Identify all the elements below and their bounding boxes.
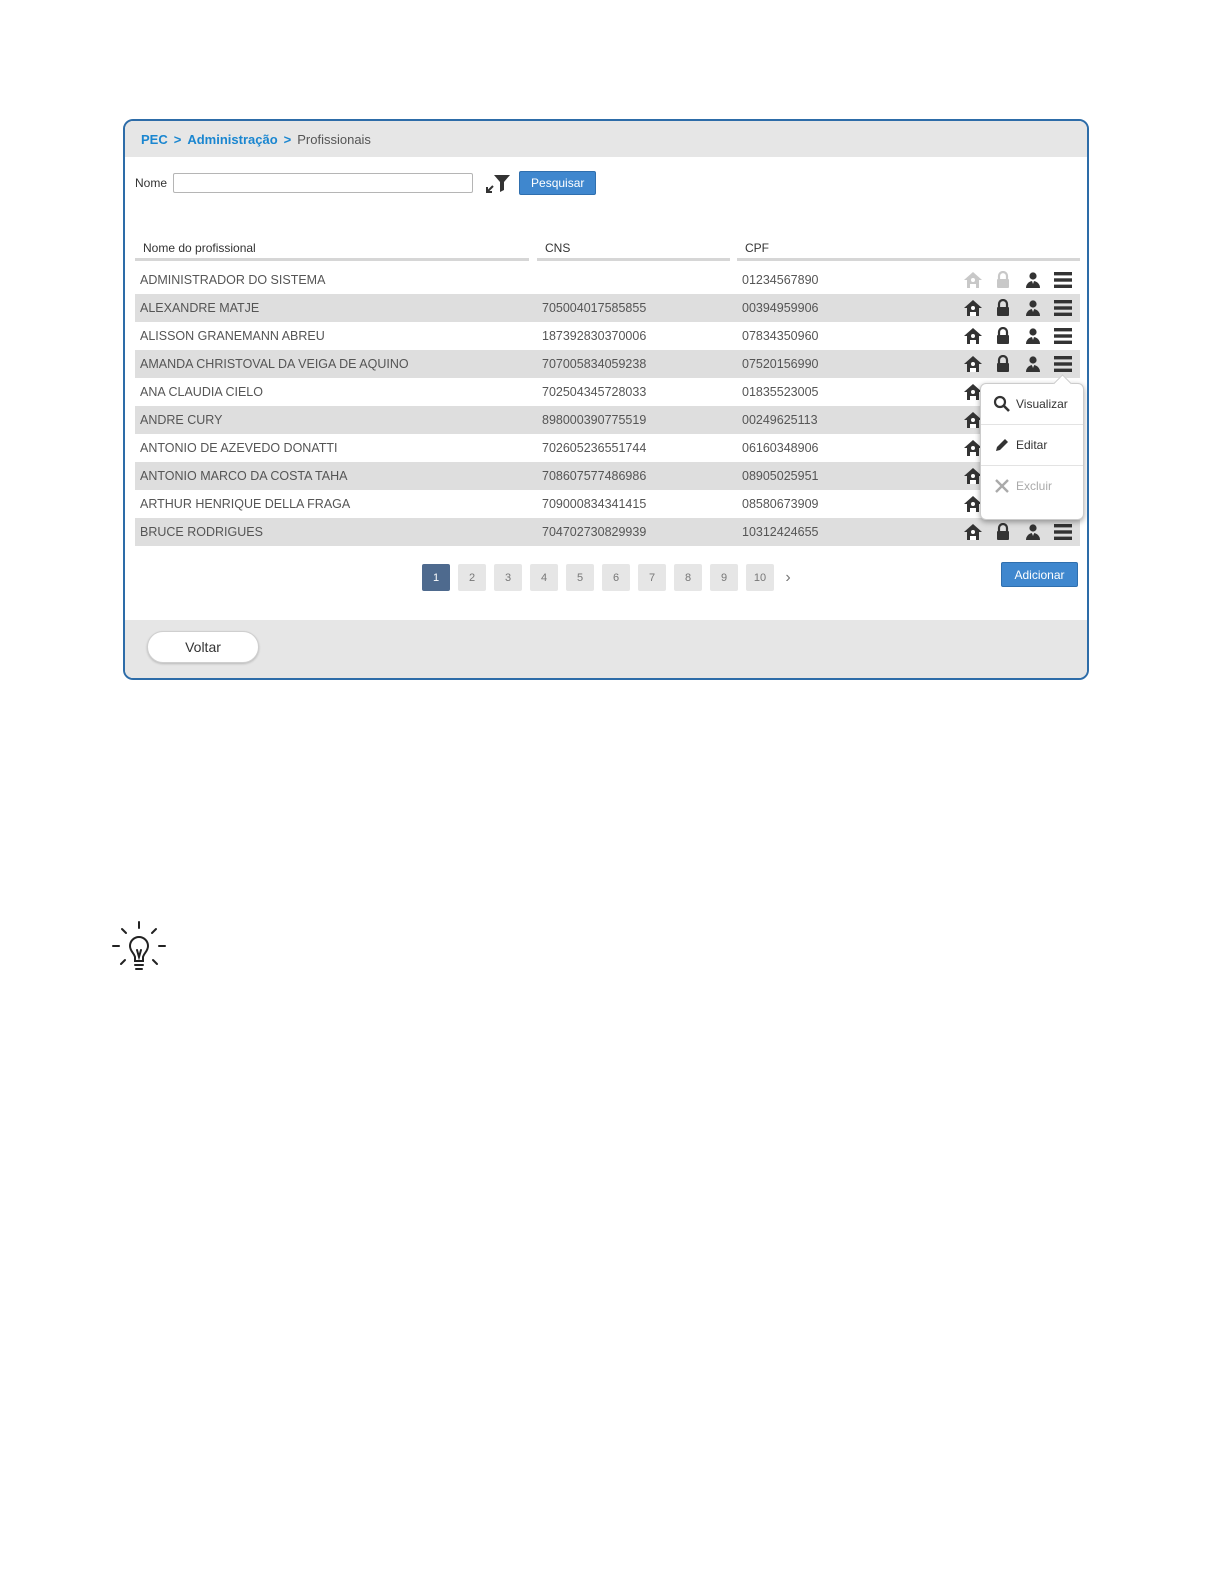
page-button[interactable]: 9 [710, 564, 738, 591]
page-button[interactable]: 8 [674, 564, 702, 591]
table-row[interactable] [135, 294, 1080, 322]
cell-cns: 709000834341415 [542, 497, 647, 511]
menu-item-label: Visualizar [1016, 397, 1068, 411]
search-button[interactable]: Pesquisar [519, 171, 596, 195]
menu-item-visualizar[interactable] [981, 384, 1083, 424]
table-row[interactable] [135, 350, 1080, 378]
column-header-name[interactable]: Nome do profissional [135, 236, 529, 261]
breadcrumb-current: Profissionais [297, 131, 371, 147]
cell-cpf: 08580673909 [742, 497, 819, 511]
menu-icon[interactable] [1052, 326, 1074, 346]
cell-cpf: 07520156990 [742, 357, 819, 371]
user-icon[interactable] [1022, 522, 1044, 542]
cell-cpf: 01234567890 [742, 273, 819, 287]
professionals-table [135, 236, 1080, 546]
cell-cpf: 06160348906 [742, 441, 819, 455]
cell-name: ALISSON GRANEMANN ABREU [140, 329, 325, 343]
table-row[interactable] [135, 322, 1080, 350]
next-page-icon[interactable]: › [785, 568, 791, 586]
cell-cpf: 10312424655 [742, 525, 819, 539]
footer-bar [125, 620, 1087, 678]
professionals-window [123, 119, 1089, 680]
search-input[interactable] [173, 173, 473, 193]
cell-cpf: 00249625113 [742, 413, 818, 427]
cell-cns: 187392830370006 [542, 329, 647, 343]
row-actions [962, 270, 1074, 290]
page-button[interactable]: 4 [530, 564, 558, 591]
cell-cns: 898000390775519 [542, 413, 647, 427]
page-button[interactable]: 10 [746, 564, 774, 591]
cell-name: ALEXANDRE MATJE [140, 301, 260, 315]
lock-icon[interactable] [992, 270, 1014, 290]
cell-name: ARTHUR HENRIQUE DELLA FRAGA [140, 497, 351, 511]
cell-cns: 702605236551744 [542, 441, 647, 455]
cell-name: AMANDA CHRISTOVAL DA VEIGA DE AQUINO [140, 357, 409, 371]
cell-cpf: 01835523005 [742, 385, 819, 399]
cell-name: ANTONIO MARCO DA COSTA TAHA [140, 469, 348, 483]
cell-cns: 705004017585855 [542, 301, 647, 315]
table-body [135, 266, 1080, 546]
breadcrumb [125, 121, 1087, 157]
cell-cpf: 07834350960 [742, 329, 819, 343]
advanced-filter-icon[interactable] [485, 172, 511, 194]
menu-item-label: Editar [1016, 438, 1048, 452]
lock-icon[interactable] [992, 522, 1014, 542]
row-actions [962, 354, 1074, 374]
page-button[interactable]: 5 [566, 564, 594, 591]
pagination [422, 564, 794, 591]
cell-name: BRUCE RODRIGUES [140, 525, 263, 539]
menu-icon[interactable] [1052, 354, 1074, 374]
breadcrumb-link-administracao[interactable]: Administração [187, 131, 278, 147]
lotacao-icon[interactable] [962, 270, 984, 290]
page-button[interactable]: 3 [494, 564, 522, 591]
cell-cns: 707005834059238 [542, 357, 647, 371]
table-row[interactable] [135, 462, 1080, 490]
cell-cns: 708607577486986 [542, 469, 647, 483]
page-button[interactable]: 1 [422, 564, 450, 591]
row-actions [962, 522, 1074, 542]
menu-item-label: Excluir [1016, 479, 1053, 493]
table-header [135, 236, 1080, 266]
search-label: Nome [135, 176, 168, 190]
cell-name: ADMINISTRADOR DO SISTEMA [140, 273, 326, 287]
menu-icon[interactable] [1052, 270, 1074, 290]
page-button[interactable]: 2 [458, 564, 486, 591]
cell-name: ANDRE CURY [140, 413, 223, 427]
breadcrumb-separator: > [283, 131, 292, 147]
cell-name: ANTONIO DE AZEVEDO DONATTI [140, 441, 338, 455]
add-button[interactable]: Adicionar [1001, 562, 1078, 587]
cell-cns: 702504345728033 [542, 385, 647, 399]
table-row[interactable] [135, 406, 1080, 434]
search-icon [993, 395, 1011, 413]
page-button[interactable]: 6 [602, 564, 630, 591]
cell-cpf: 00394959906 [742, 301, 819, 315]
breadcrumb-link-pec[interactable]: PEC [141, 131, 168, 147]
cell-name: ANA CLAUDIA CIELO [140, 385, 263, 399]
menu-item-excluir[interactable] [981, 465, 1083, 506]
lotacao-icon[interactable] [962, 298, 984, 318]
pencil-icon [993, 436, 1011, 454]
menu-item-editar[interactable] [981, 424, 1083, 465]
lock-icon[interactable] [992, 298, 1014, 318]
table-row[interactable] [135, 378, 1080, 406]
table-row[interactable] [135, 434, 1080, 462]
cell-cns: 704702730829939 [542, 525, 647, 539]
cell-cpf: 08905025951 [742, 469, 819, 483]
lock-icon[interactable] [992, 326, 1014, 346]
user-icon[interactable] [1022, 298, 1044, 318]
lotacao-icon[interactable] [962, 354, 984, 374]
menu-icon[interactable] [1052, 298, 1074, 318]
page-button[interactable]: 7 [638, 564, 666, 591]
lightbulb-icon [110, 920, 168, 978]
lotacao-icon[interactable] [962, 326, 984, 346]
breadcrumb-separator: > [173, 131, 182, 147]
user-icon[interactable] [1022, 326, 1044, 346]
user-icon[interactable] [1022, 354, 1044, 374]
lotacao-icon[interactable] [962, 522, 984, 542]
row-actions [962, 326, 1074, 346]
search-bar [135, 171, 596, 195]
user-icon[interactable] [1022, 270, 1044, 290]
column-header-cns[interactable]: CNS [537, 236, 730, 261]
lock-icon[interactable] [992, 354, 1014, 374]
table-row[interactable] [135, 490, 1080, 518]
table-row[interactable] [135, 518, 1080, 546]
row-actions-menu [980, 383, 1084, 520]
close-icon [993, 477, 1011, 495]
row-actions [962, 298, 1074, 318]
menu-icon[interactable] [1052, 522, 1074, 542]
back-button[interactable]: Voltar [147, 631, 259, 663]
table-row[interactable] [135, 266, 1080, 294]
column-header-cpf[interactable]: CPF [737, 236, 1080, 261]
